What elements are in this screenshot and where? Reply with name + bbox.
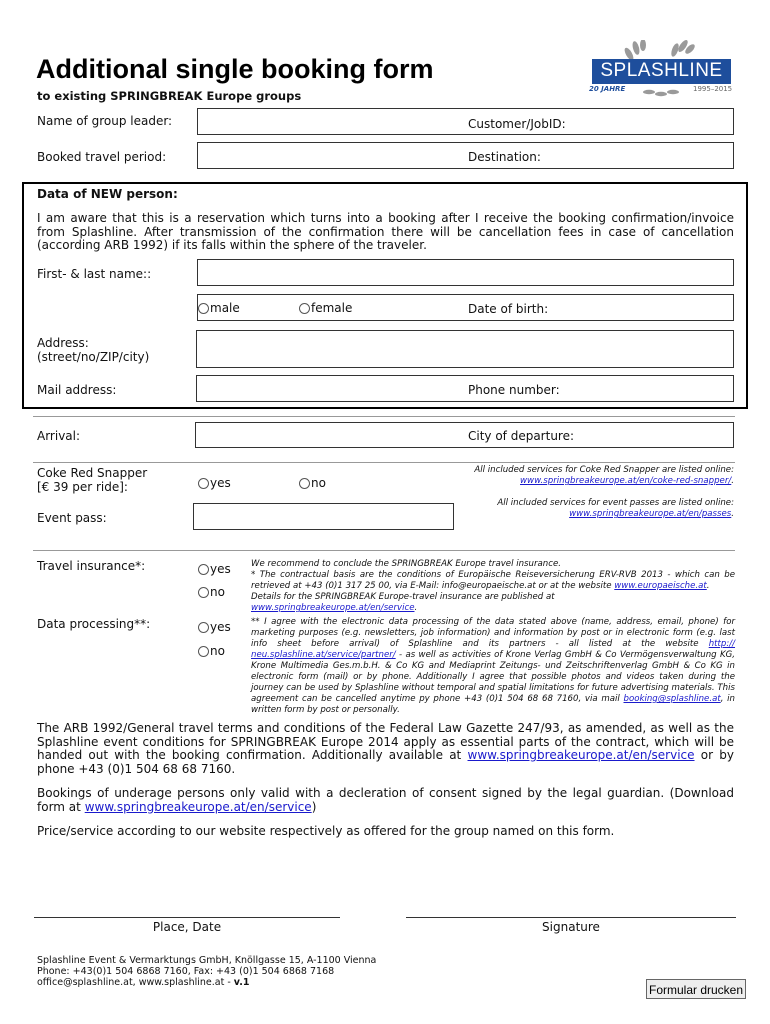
coke-label: Coke Red Snapper: [37, 466, 148, 480]
group-leader-label: Name of group leader:: [37, 114, 173, 128]
place-date-label: Place, Date: [152, 920, 222, 934]
coke-note: [466, 465, 734, 487]
event-link[interactable]: www.springbreakeurope.at/en/passes: [569, 509, 732, 519]
event-pass-label: Event pass:: [37, 511, 107, 525]
data-yes-radio[interactable]: [198, 622, 209, 633]
divider: [33, 550, 735, 551]
arrival-label: Arrival:: [37, 429, 81, 443]
logo-range: 1995–2015: [693, 85, 733, 93]
new-person-intro: I am aware that this is a reservation which turns into a booking after I receive the booking confirmation/invoice from Splashline. After transmission of the confirmation there will be cancellation fees in case of cancellation (according ARB 1992) if its falls within the sphere of the traveler.: [37, 211, 734, 252]
name-label: First- & last name::: [37, 267, 152, 281]
signature-line: [406, 917, 736, 918]
terms-paragraph-2: [37, 787, 734, 814]
coke-no-label: no: [311, 476, 326, 490]
departure-city-label: City of departure:: [468, 429, 575, 443]
insurance-line3-dot: .: [414, 603, 418, 613]
splashline-logo: [589, 40, 734, 98]
coke-yes-label: yes: [210, 476, 231, 490]
customer-id-label: Customer/JobID:: [468, 117, 566, 131]
terms-service-link[interactable]: www.springbreakeurope.at/en/service: [467, 748, 695, 762]
data-processing-label: Data processing**:: [37, 617, 151, 631]
coke-price-label: [€ 39 per ride]:: [37, 480, 128, 494]
booking-mail-link[interactable]: booking@splashline.at: [623, 694, 721, 704]
data-text-b: - as well as activities of Krone Verlag GmbH & Co Vermögensverwaltung KG, Krone Multimedia Ges.m.b.H. & Co KG and Mediaprint Zeitungs- und Zeitschriftenverlag GmbH & Co KG in electronic form (mail) or by phone. Additionally I agree that possible photos and videos taken during the journey can be used by Splashline without temporal and spatial limitations for future advertising materials. This agreement can be cancelled anytime py phone +43 (0)1 504 68 68 7160, via mail: [251, 650, 735, 704]
destination-label: Destination:: [468, 150, 541, 164]
data-yes-label: yes: [210, 620, 231, 634]
insurance-line1: We recommend to conclude the SPRINGBREAK Europe travel insurance.: [251, 559, 561, 569]
terms-p1-b: or by phone +43 (0)1 504 68 68 7160.: [37, 748, 734, 776]
new-person-heading: Data of NEW person:: [37, 187, 178, 201]
place-date-line: [34, 917, 340, 918]
address-hint: (street/no/ZIP/city): [37, 350, 150, 364]
name-input[interactable]: [197, 259, 734, 286]
coke-no-radio[interactable]: [299, 478, 310, 489]
event-note: [466, 498, 734, 520]
coke-yes-radio[interactable]: [198, 478, 209, 489]
arrival-input[interactable]: [195, 422, 734, 448]
footer-address: Splashline Event & Vermarktungs GmbH, Knöllgasse 15, A-1100 Vienna: [37, 955, 377, 966]
coke-note-text: All included services for Coke Red Snapper are listed online:: [474, 465, 734, 475]
female-label: female: [311, 301, 353, 315]
insurance-note: [251, 559, 735, 614]
page-title: Additional single booking form: [36, 54, 434, 84]
terms-p2-a: Bookings of underage persons only valid with a decleration of consent signed by the legal guardian. (Download form at: [37, 786, 734, 814]
data-text-a: ** I agree with the electronic data processing of the data stated above (name, address, email, phone) for marketing purposes (e.g. newsletters, job information) and information by post or in electronic form (e.g. last info sheet before arrival) of Splashline and its partners - all listed at the website: [251, 617, 735, 649]
divider: [33, 416, 735, 417]
terms-p2-b: ): [311, 799, 317, 814]
address-label: Address:: [37, 336, 89, 350]
insurance-label: Travel insurance*:: [37, 559, 146, 573]
insurance-line3: Details for the SPRINGBREAK Europe-travel insurance are published at: [251, 592, 555, 602]
mail-input[interactable]: [196, 375, 734, 402]
dob-label: Date of birth:: [468, 302, 549, 316]
consent-download-link[interactable]: www.springbreakeurope.at/en/service: [84, 799, 312, 814]
insurance-line2: * The contractual basis are the conditions of Europäische Reiseversicherung ERV-RVB 2013 - which can be retrieved at +43 (0)1 317 25 00, via E-Mail: info@europaeische.at or at the website: [251, 570, 735, 591]
address-input[interactable]: [196, 330, 734, 368]
coke-note-dot: .: [731, 476, 734, 486]
male-label: male: [210, 301, 240, 315]
partner-link[interactable]: http:// neu.splashline.at/service/partner/: [251, 639, 736, 660]
data-processing-note: [251, 617, 735, 716]
insurance-line2-dot: .: [706, 581, 710, 591]
gender-dob-row: [197, 294, 734, 321]
footer-phone: Phone: +43(0)1 504 6868 7160, Fax: +43 (0)1 504 6868 7168: [37, 966, 335, 977]
divider: [33, 462, 735, 463]
europaeische-link[interactable]: www.europaeische.at: [614, 581, 707, 591]
terms-p1-a: The ARB 1992/General travel terms and conditions of the Federal Law Gazette 247/93, as amended, as well as the Splashline event conditions for SPRINGBREAK Europe 2014 apply as essential parts of the contract, which will be handed out with the booking confirmation. Additionally available at: [37, 721, 734, 762]
coke-link[interactable]: www.springbreakeurope.at/en/coke-red-snapper/: [520, 476, 732, 486]
logo-brand: SPLASHLINE: [600, 60, 723, 81]
terms-paragraph-1: [37, 722, 734, 776]
travel-period-input[interactable]: [197, 142, 734, 169]
footer-version: v.1: [233, 977, 250, 988]
page-subtitle: to existing SPRINGBREAK Europe groups: [37, 89, 302, 103]
data-text-c: , in written form by post or personally.: [251, 694, 735, 715]
mail-label: Mail address:: [37, 383, 117, 397]
logo-years: 20 JAHRE: [589, 85, 626, 93]
footer-web: [37, 977, 249, 989]
event-pass-input[interactable]: [193, 503, 454, 530]
insurance-no-label: no: [210, 585, 225, 599]
insurance-yes-label: yes: [210, 562, 231, 576]
print-form-button[interactable]: Formular drucken: [646, 979, 746, 999]
event-note-dot: .: [731, 509, 734, 519]
phone-label: Phone number:: [468, 383, 560, 397]
group-leader-input[interactable]: [197, 108, 734, 135]
data-no-radio[interactable]: [198, 646, 209, 657]
service-link[interactable]: www.springbreakeurope.at/en/service: [251, 603, 415, 613]
signature-label: Signature: [542, 920, 600, 934]
footer-contact: office@splashline.at, www.splashline.at -: [37, 977, 231, 988]
data-no-label: no: [210, 644, 225, 658]
terms-paragraph-3: Price/service according to our website respectively as offered for the group named on this form.: [37, 824, 615, 838]
travel-period-label: Booked travel period:: [37, 150, 167, 164]
insurance-no-radio[interactable]: [198, 587, 209, 598]
insurance-yes-radio[interactable]: [198, 564, 209, 575]
event-note-text: All included services for event passes are listed online:: [497, 498, 734, 508]
